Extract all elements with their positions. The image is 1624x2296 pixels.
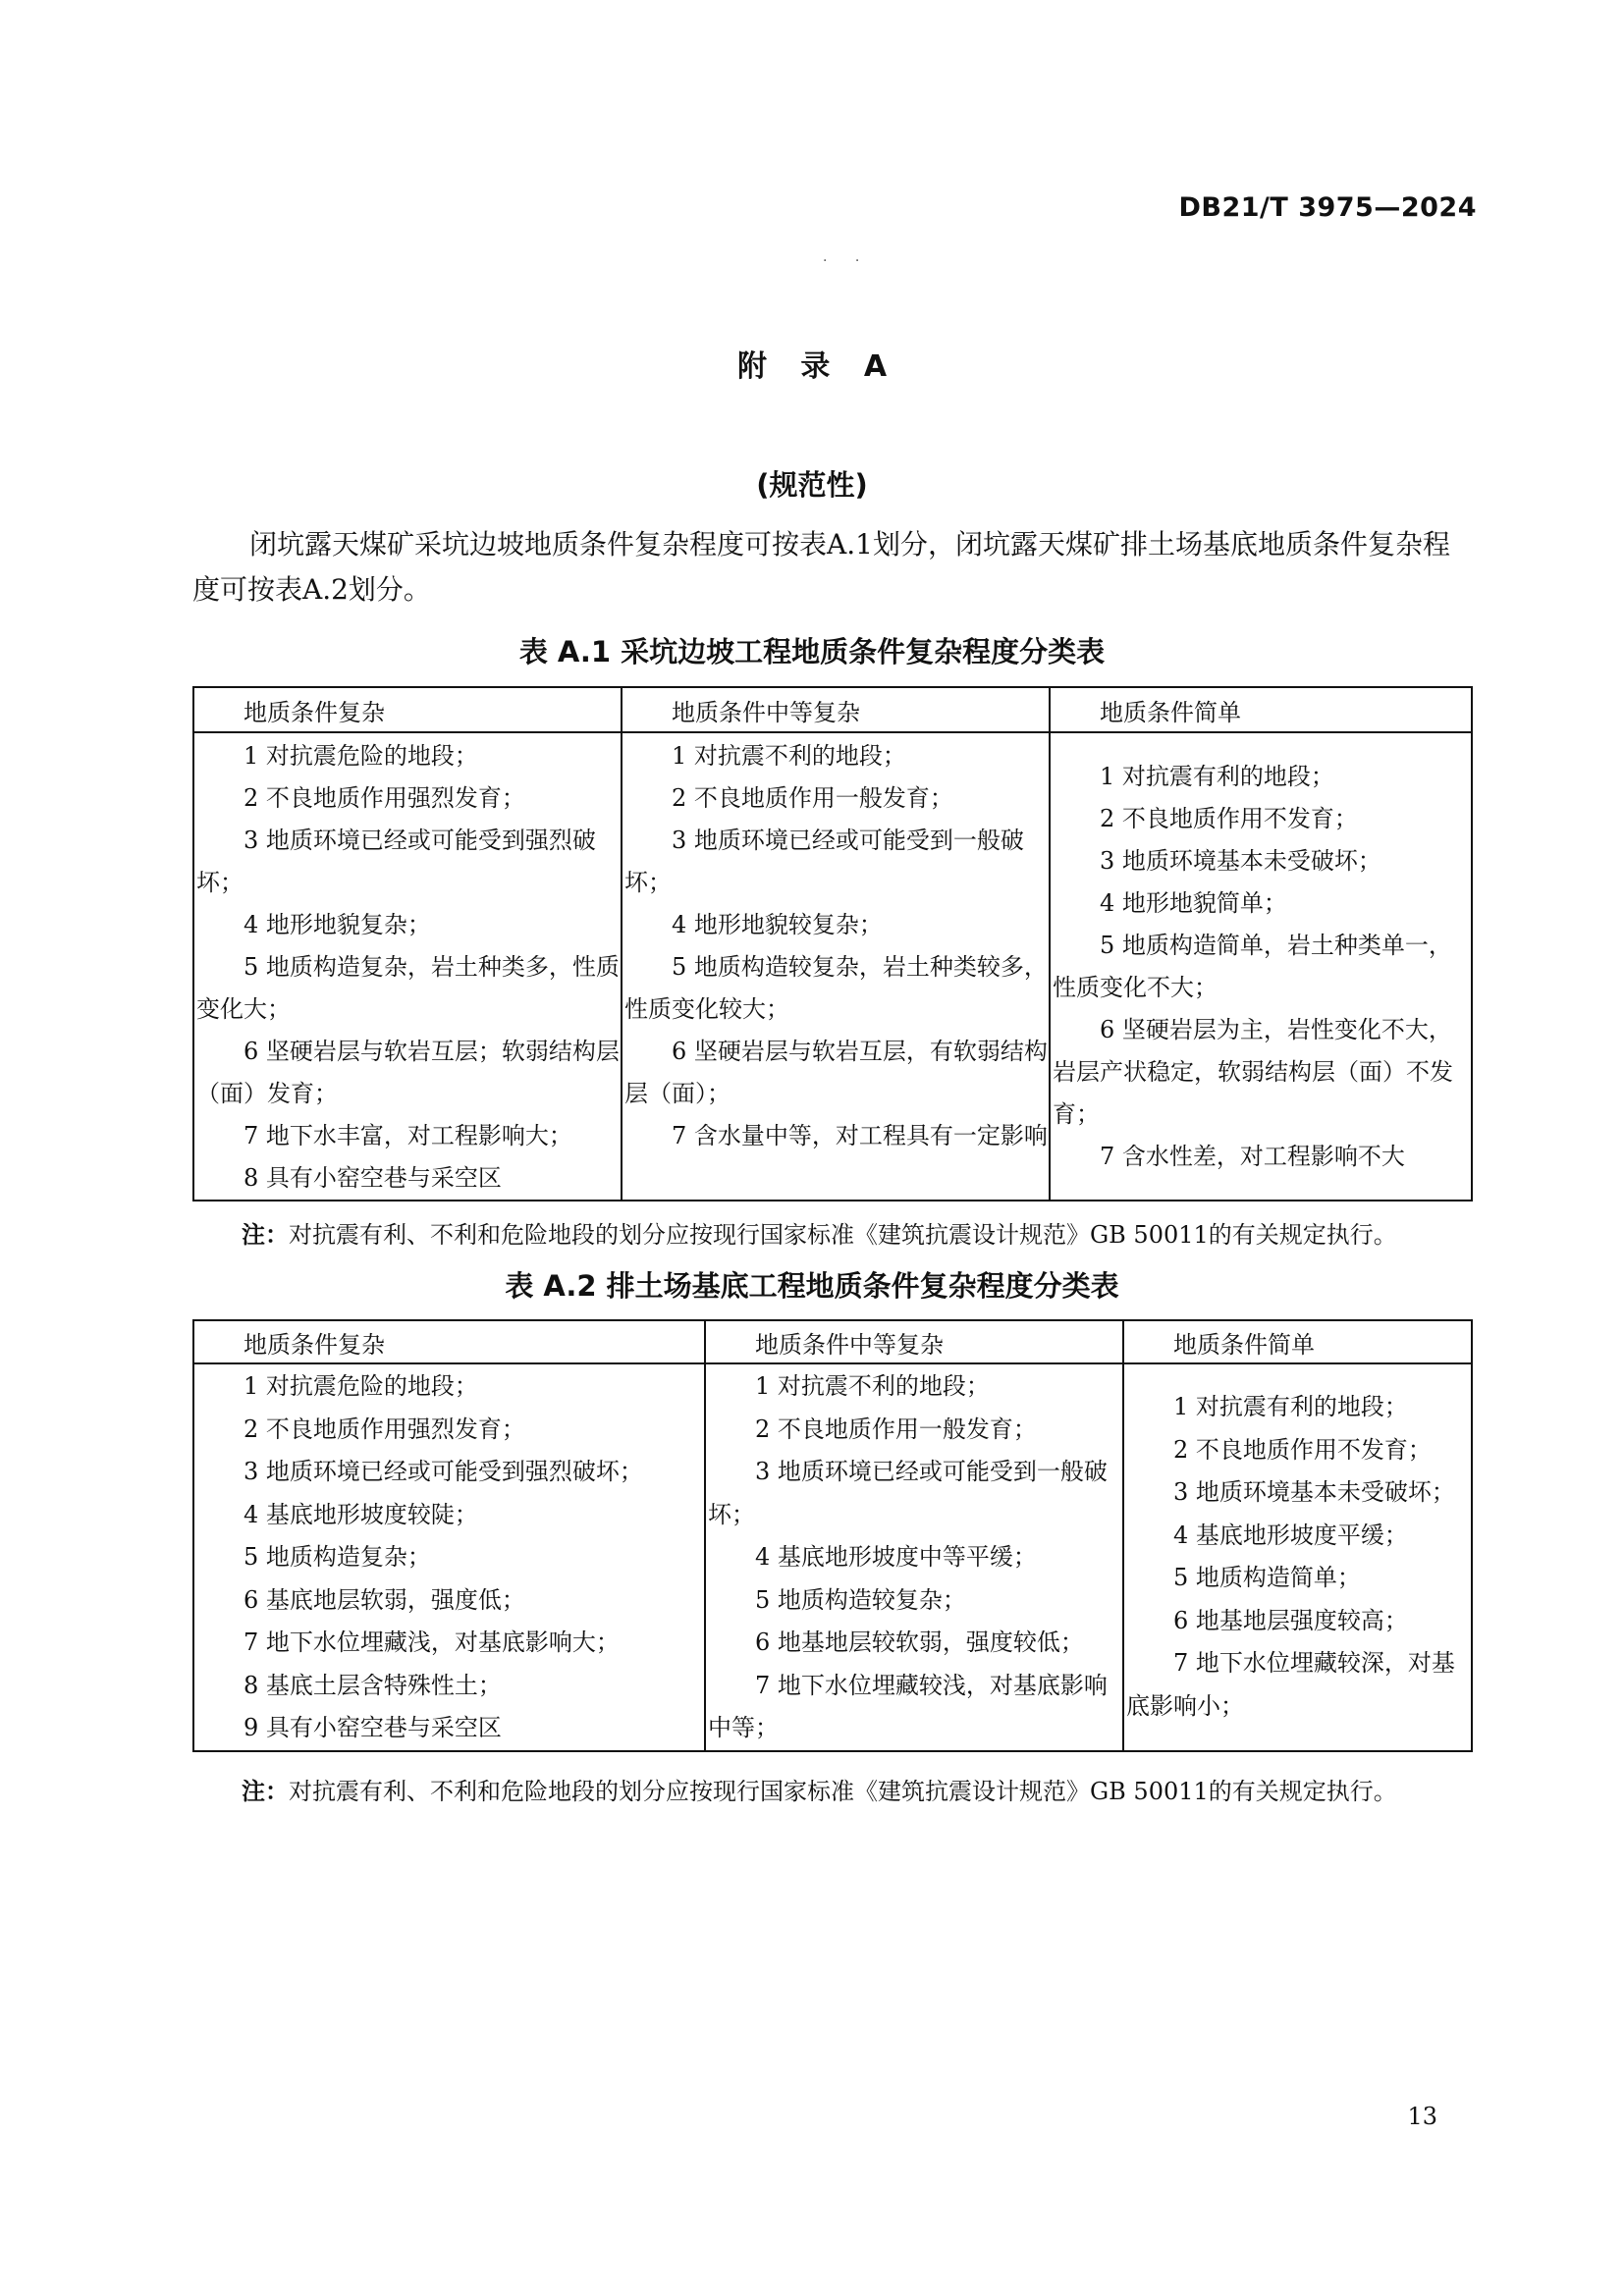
page-number: 13: [1407, 2103, 1437, 2130]
table-cell-line: 5 地质构造简单，岩土种类单一，性质变化不大；: [1053, 931, 1452, 1001]
table-a1-list-simple: [1051, 756, 1471, 1178]
table-a1-note-text: 对抗震有利、不利和危险地段的划分应按现行国家标准《建筑抗震设计规范》GB 50011的有关规定执行。: [289, 1221, 1397, 1249]
table-cell-line: 7 地下水位埋藏较浅，对基底影响中等；: [708, 1671, 1108, 1741]
table-cell-line: 7 含水量中等，对工程具有一定影响: [672, 1122, 1048, 1149]
table-cell-line: 4 基底地形坡度较陡；: [244, 1500, 478, 1528]
table-cell-line: 7 地下水位埋藏较深，对基底影响小；: [1126, 1649, 1455, 1720]
table-cell-line: 3 地质环境基本未受破坏；: [1173, 1478, 1455, 1507]
table-a1-header-row: [193, 687, 1472, 732]
table-a2-header-complex: 地质条件复杂: [193, 1320, 705, 1363]
table-cell-line: 4 地形地貌简单；: [1100, 888, 1287, 917]
header-dots: · ·: [823, 253, 872, 269]
appendix-subtitle: (规范性): [756, 468, 868, 502]
table-a2-body-row: [193, 1363, 1472, 1751]
table-a2-note-label: 注：: [242, 1778, 289, 1805]
table-a2-cell-simple: [1123, 1363, 1472, 1751]
table-cell-line: 3 地质环境基本未受破坏；: [1100, 846, 1381, 875]
table-a1-cell-medium: [622, 732, 1050, 1201]
table-cell-line: 4 地形地貌较复杂；: [672, 911, 883, 938]
table-a1-header-complex: 地质条件复杂: [193, 687, 622, 732]
table-cell-line: 1 对抗震危险的地段；: [244, 1372, 478, 1400]
table-cell-line: 1 对抗震不利的地段；: [672, 742, 906, 770]
table-cell-line: 3 地质环境已经或可能受到强烈破坏；: [196, 827, 596, 896]
table-a2-caption: 表 A.2 排土场基底工程地质条件复杂程度分类表: [505, 1269, 1119, 1303]
table-a1-list-complex: [194, 735, 621, 1200]
table-a1-cell-simple: [1050, 732, 1472, 1201]
table-a1-caption: 表 A.1 采坑边坡工程地质条件复杂程度分类表: [518, 635, 1106, 668]
table-a2-list-medium: [706, 1365, 1122, 1750]
table-cell-line: 1 对抗震危险的地段；: [244, 742, 478, 770]
table-cell-line: 4 基底地形坡度平缓；: [1173, 1521, 1408, 1549]
table-cell-line: 3 地质环境已经或可能受到一般破坏；: [708, 1458, 1108, 1528]
table-cell-line: 1 对抗震有利的地段；: [1100, 762, 1334, 790]
table-a2-note: [242, 1772, 1397, 1806]
table-cell-line: 6 基底地层软弱，强度低；: [244, 1585, 525, 1614]
table-cell-line: 5 地质构造较复杂；: [755, 1585, 966, 1614]
table-a2-header-simple: 地质条件简单: [1123, 1320, 1472, 1363]
table-a1-note-label: 注：: [242, 1221, 289, 1249]
table-cell-line: 7 含水性差，对工程影响不大: [1100, 1142, 1405, 1170]
table-a1: [192, 686, 1473, 1201]
table-cell-line: 5 地质构造简单；: [1173, 1564, 1361, 1592]
table-cell-line: 1 对抗震不利的地段；: [755, 1372, 990, 1400]
table-a1-header-simple: 地质条件简单: [1050, 687, 1472, 732]
table-cell-line: 2 不良地质作用不发育；: [1173, 1435, 1432, 1464]
table-cell-line: 2 不良地质作用一般发育；: [672, 784, 953, 812]
table-a2-list-simple: [1124, 1386, 1471, 1728]
table-cell-line: 6 坚硬岩层为主，岩性变化不大，岩层产状稳定，软弱结构层（面）不发育；: [1053, 1015, 1453, 1128]
table-cell-line: 2 不良地质作用强烈发育；: [244, 784, 525, 812]
table-cell-line: 2 不良地质作用强烈发育；: [244, 1415, 525, 1443]
table-cell-line: 7 地下水位埋藏浅，对基底影响大；: [244, 1629, 620, 1656]
table-cell-line: 5 地质构造复杂；: [244, 1543, 431, 1571]
table-a1-note: [242, 1215, 1397, 1250]
table-cell-line: 6 地基地层强度较高；: [1173, 1606, 1408, 1634]
table-cell-line: 6 坚硬岩层与软岩互层；软弱结构层（面）发育；: [196, 1038, 620, 1107]
table-a2-list-complex: [194, 1365, 704, 1750]
table-cell-line: 2 不良地质作用一般发育；: [755, 1415, 1037, 1443]
table-a1-list-medium: [623, 735, 1049, 1157]
table-cell-line: 8 基底土层含特殊性土；: [244, 1671, 502, 1699]
table-cell-line: 9 具有小窑空巷与采空区: [244, 1714, 502, 1741]
table-a1-body-row: [193, 732, 1472, 1201]
table-a2-header-medium: 地质条件中等复杂: [705, 1320, 1123, 1363]
table-cell-line: 6 坚硬岩层与软岩互层，有软弱结构层（面）；: [624, 1038, 1048, 1107]
table-cell-line: 2 不良地质作用不发育；: [1100, 804, 1358, 832]
table-cell-line: 5 地质构造复杂，岩土种类多，性质变化大；: [196, 953, 620, 1023]
table-a2-cell-medium: [705, 1363, 1123, 1751]
table-cell-line: 3 地质环境已经或可能受到强烈破坏；: [244, 1458, 643, 1485]
table-cell-line: 1 对抗震有利的地段；: [1173, 1393, 1408, 1421]
table-cell-line: 6 地基地层较软弱，强度较低；: [755, 1629, 1084, 1656]
table-a1-cell-complex: [193, 732, 622, 1201]
table-cell-line: 5 地质构造较复杂，岩土种类较多，性质变化较大；: [624, 953, 1048, 1023]
table-cell-line: 4 基底地形坡度中等平缓；: [755, 1543, 1037, 1571]
document-code: DB21/T 3975—2024: [1178, 192, 1477, 223]
table-a2-header-row: [193, 1320, 1472, 1363]
table-cell-line: 4 地形地貌复杂；: [244, 911, 431, 938]
table-a2-note-text: 对抗震有利、不利和危险地段的划分应按现行国家标准《建筑抗震设计规范》GB 50011的有关规定执行。: [289, 1778, 1397, 1805]
table-a1-header-medium: 地质条件中等复杂: [622, 687, 1050, 732]
appendix-title: 附 录 A: [736, 349, 888, 384]
table-cell-line: 7 地下水丰富，对工程影响大；: [244, 1122, 572, 1149]
table-cell-line: 8 具有小窑空巷与采空区: [244, 1164, 502, 1192]
table-a2: [192, 1319, 1473, 1752]
intro-paragraph: 闭坑露天煤矿采坑边坡地质条件复杂程度可按表A.1划分，闭坑露天煤矿排土场基底地质条件复杂程度可按表A.2划分。: [192, 528, 1450, 606]
table-cell-line: 3 地质环境已经或可能受到一般破坏；: [624, 827, 1024, 896]
table-a2-cell-complex: [193, 1363, 705, 1751]
